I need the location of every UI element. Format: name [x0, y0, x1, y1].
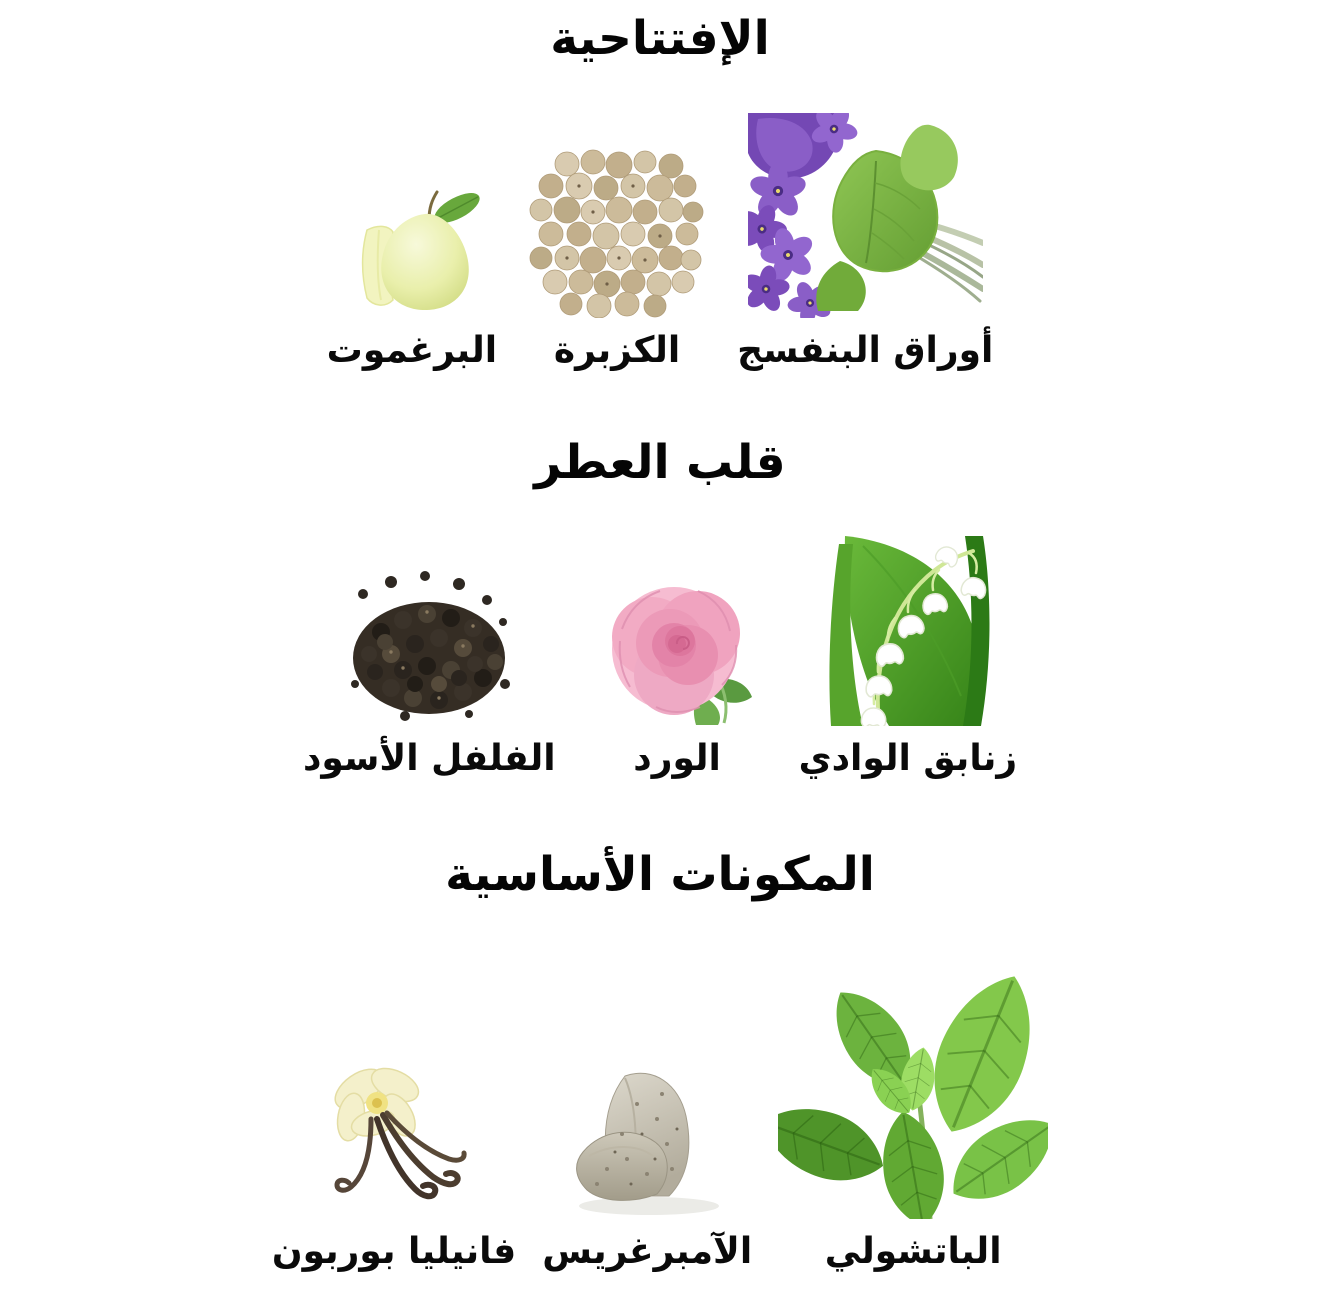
note-label-violet-leaves: أوراق البنفسج [737, 330, 994, 372]
note-item-patchouli [778, 969, 1048, 1277]
note-label-lily-of-the-valley: زنابق الوادي [798, 737, 1018, 779]
vanilla-bourbon-icon [307, 1059, 482, 1219]
top-notes-row [0, 113, 1320, 376]
patchouli-icon [778, 969, 1048, 1219]
rose-icon [600, 571, 755, 726]
violet-leaves-icon [748, 113, 983, 318]
note-label-black-pepper: الفلفل الأسود [302, 737, 556, 779]
ambergris-icon [567, 1064, 727, 1219]
bergamot-image [337, 178, 487, 318]
base-notes-row [0, 969, 1320, 1277]
note-label-rose: الورد [633, 737, 721, 779]
coriander-seeds-icon [527, 148, 707, 318]
lily-of-the-valley-icon [823, 536, 993, 726]
black-pepper-image [347, 566, 512, 726]
section-top-notes [0, 0, 1320, 376]
section-heart-notes [0, 432, 1320, 783]
lily-of-the-valley-image [823, 536, 993, 726]
note-label-ambergris: الآمبرغريس [542, 1231, 753, 1273]
heart-notes-title: قلب العطر [534, 435, 786, 491]
section-base-notes [0, 844, 1320, 1277]
note-item-ambergris [542, 1064, 752, 1277]
note-item-black-pepper [303, 566, 556, 784]
note-label-bergamot: البرغموت [326, 330, 498, 372]
patchouli-image [778, 969, 1048, 1219]
ambergris-image [567, 1064, 727, 1219]
heart-notes-row [0, 536, 1320, 784]
note-item-rose [600, 571, 755, 784]
coriander-seeds-image [527, 148, 707, 318]
note-item-vanilla [272, 1059, 516, 1277]
vanilla-bourbon-image [307, 1059, 482, 1219]
rose-image [600, 571, 755, 726]
violet-leaves-image [748, 113, 983, 318]
top-notes-title: الإفتتاحية [550, 11, 770, 66]
black-pepper-icon [347, 566, 512, 726]
note-item-coriander [527, 148, 707, 376]
note-item-bergamot [327, 178, 497, 376]
bergamot-icon [337, 178, 487, 318]
note-label-patchouli: الباتشولي [824, 1231, 1002, 1273]
note-item-lily-of-the-valley [799, 536, 1018, 784]
note-item-violet-leaves [737, 113, 993, 376]
note-label-vanilla: فانيليا بوربون [271, 1231, 517, 1273]
base-notes-title: المكونات الأساسية [445, 846, 875, 902]
note-label-coriander: الكزبرة [553, 330, 681, 372]
